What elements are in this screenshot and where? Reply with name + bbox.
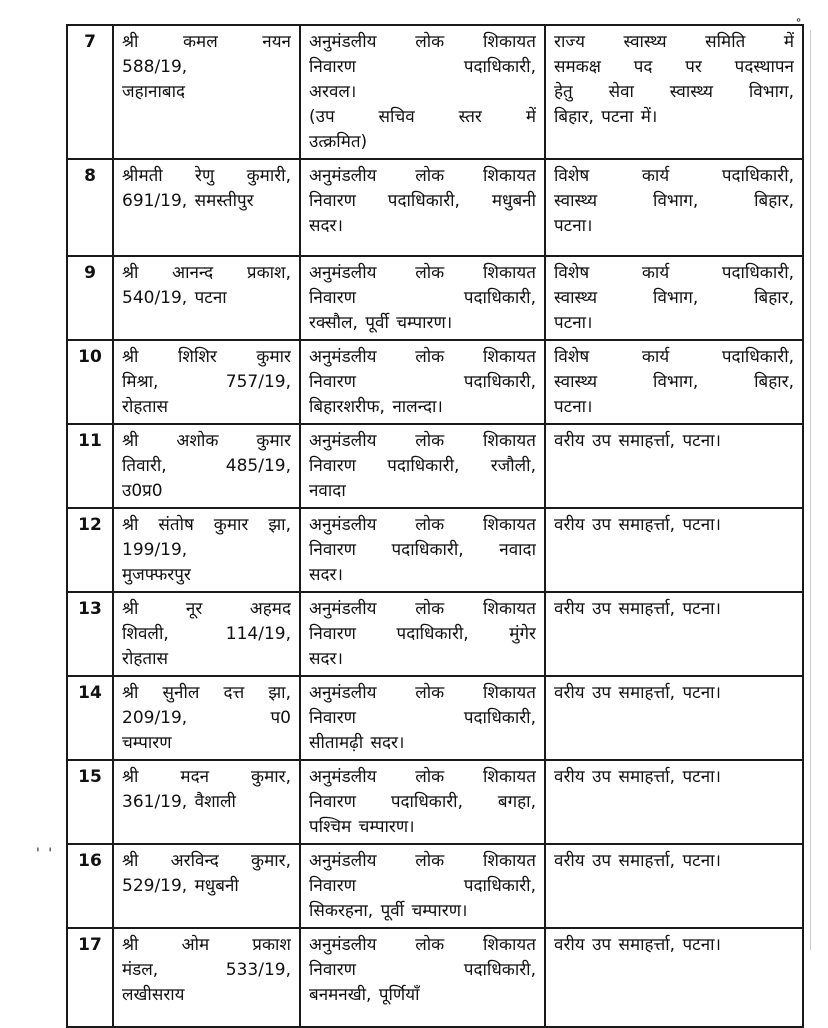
current-posting-line: सिकरहना, पूर्वी चम्पारण। xyxy=(309,901,468,921)
current-posting-line: निवारण पदाधिकारी, बगहा, xyxy=(309,792,536,812)
new-posting-line: समकक्ष पद पर पदस्थापन xyxy=(554,57,794,77)
current-posting-line: अनुमंडलीय लोक शिकायत xyxy=(309,32,536,52)
officer-name-line: श्री मदन कुमार, xyxy=(122,767,291,787)
officer-name-line: शिवली, 114/19, xyxy=(122,624,291,644)
officer-name-cell xyxy=(113,25,300,159)
officer-name-line: रोहतास xyxy=(122,397,168,417)
current-posting-line: निवारण पदाधिकारी, xyxy=(309,288,536,308)
officer-name-cell xyxy=(113,676,300,760)
current-posting-line: निवारण पदाधिकारी, xyxy=(309,372,536,392)
current-posting-cell xyxy=(300,159,545,256)
serial-number: 11 xyxy=(67,424,113,508)
current-posting-line: अनुमंडलीय लोक शिकायत xyxy=(309,683,536,703)
page-edge-line xyxy=(810,30,811,950)
new-posting-cell xyxy=(545,844,803,928)
officer-name-line: श्री आनन्द प्रकाश, xyxy=(122,263,291,283)
current-posting-line: निवारण पदाधिकारी, रजौली, xyxy=(309,456,536,476)
serial-number: 14 xyxy=(67,676,113,760)
current-posting-cell xyxy=(300,508,545,592)
new-posting-line: स्वास्थ्य विभाग, बिहार, xyxy=(554,191,794,211)
new-posting-cell xyxy=(545,25,803,159)
serial-number: 9 xyxy=(67,256,113,340)
current-posting-line: अनुमंडलीय लोक शिकायत xyxy=(309,431,536,451)
new-posting-line: वरीय उप समाहर्त्ता, पटना। xyxy=(554,515,721,535)
new-posting-cell xyxy=(545,256,803,340)
margin-mark-top: ॰ xyxy=(796,14,802,28)
current-posting-line: निवारण पदाधिकारी, xyxy=(309,708,536,728)
officer-name-line: उ0प्र0 xyxy=(122,481,163,501)
current-posting-line: नवादा xyxy=(309,481,346,501)
officer-name-cell xyxy=(113,159,300,256)
officer-name-cell xyxy=(113,256,300,340)
new-posting-cell xyxy=(545,760,803,844)
current-posting-line: अनुमंडलीय लोक शिकायत xyxy=(309,599,536,619)
officer-name-line: 209/19, प0 xyxy=(122,708,291,728)
serial-number: 8 xyxy=(67,159,113,256)
officer-name-cell xyxy=(113,760,300,844)
officer-name-line: तिवारी, 485/19, xyxy=(122,456,291,476)
officer-name-line: 199/19, xyxy=(122,540,188,560)
posting-orders-table xyxy=(66,24,804,1028)
officer-name-line: 540/19, पटना xyxy=(122,288,227,308)
current-posting-cell xyxy=(300,592,545,676)
current-posting-line: बनमनखी, पूर्णियाँ xyxy=(309,985,420,1005)
table-row xyxy=(67,256,803,340)
new-posting-cell xyxy=(545,508,803,592)
current-posting-line: अनुमंडलीय लोक शिकायत xyxy=(309,515,536,535)
new-posting-line: विशेष कार्य पदाधिकारी, xyxy=(554,347,794,367)
serial-number: 16 xyxy=(67,844,113,928)
current-posting-line: बिहारशरीफ, नालन्दा। xyxy=(309,397,443,417)
new-posting-cell xyxy=(545,424,803,508)
current-posting-cell xyxy=(300,340,545,424)
current-posting-line: निवारण पदाधिकारी, xyxy=(309,57,536,77)
current-posting-cell xyxy=(300,928,545,1027)
new-posting-line: बिहार, पटना में। xyxy=(554,107,658,127)
new-posting-line: विशेष कार्य पदाधिकारी, xyxy=(554,166,794,186)
serial-number: 13 xyxy=(67,592,113,676)
new-posting-cell xyxy=(545,592,803,676)
table-row xyxy=(67,928,803,1027)
new-posting-line: स्वास्थ्य विभाग, बिहार, xyxy=(554,288,794,308)
officer-name-line: मुजफ्फरपुर xyxy=(122,565,191,585)
current-posting-line: निवारण पदाधिकारी, मधुबनी xyxy=(309,191,536,211)
current-posting-line: अनुमंडलीय लोक शिकायत xyxy=(309,263,536,283)
officer-name-cell xyxy=(113,592,300,676)
officer-name-line: श्रीमती रेणु कुमारी, xyxy=(122,166,291,186)
current-posting-cell xyxy=(300,424,545,508)
current-posting-line: अरवल। xyxy=(309,82,357,102)
current-posting-line: (उप सचिव स्तर में xyxy=(309,107,536,127)
current-posting-line: सदर। xyxy=(309,216,343,236)
serial-number: 10 xyxy=(67,340,113,424)
current-posting-line: अनुमंडलीय लोक शिकायत xyxy=(309,347,536,367)
current-posting-line: उत्क्रमित) xyxy=(309,132,368,152)
officer-name-line: श्री सुनील दत्त झा, xyxy=(122,683,291,703)
current-posting-line: निवारण पदाधिकारी, नवादा xyxy=(309,540,536,560)
serial-number: 17 xyxy=(67,928,113,1027)
table-row xyxy=(67,25,803,159)
table-row xyxy=(67,340,803,424)
new-posting-line: हेतु सेवा स्वास्थ्य विभाग, xyxy=(554,82,794,102)
current-posting-line: निवारण पदाधिकारी, xyxy=(309,960,536,980)
officer-name-cell xyxy=(113,508,300,592)
officer-name-line: श्री संतोष कुमार झा, xyxy=(122,515,291,535)
new-posting-line: राज्य स्वास्थ्य समिति में xyxy=(554,32,794,52)
serial-number: 7 xyxy=(67,25,113,159)
officer-name-cell xyxy=(113,928,300,1027)
officer-name-line: जहानाबाद xyxy=(122,82,186,102)
officer-name-line: चम्पारण xyxy=(122,733,172,753)
officer-name-line: श्री अशोक कुमार xyxy=(122,431,291,451)
officer-name-line: रोहतास xyxy=(122,649,168,669)
table-row xyxy=(67,760,803,844)
new-posting-line: विशेष कार्य पदाधिकारी, xyxy=(554,263,794,283)
current-posting-cell xyxy=(300,256,545,340)
margin-mark-left: ' ' xyxy=(36,846,55,862)
table-row xyxy=(67,844,803,928)
officer-name-line: 529/19, मधुबनी xyxy=(122,876,239,896)
new-posting-line: वरीय उप समाहर्त्ता, पटना। xyxy=(554,935,721,955)
new-posting-cell xyxy=(545,676,803,760)
table-row xyxy=(67,592,803,676)
current-posting-line: अनुमंडलीय लोक शिकायत xyxy=(309,166,536,186)
new-posting-line: पटना। xyxy=(554,313,593,333)
table-row xyxy=(67,159,803,256)
officer-name-line: श्री कमल नयन xyxy=(122,32,291,52)
current-posting-cell xyxy=(300,760,545,844)
new-posting-cell xyxy=(545,928,803,1027)
officer-name-line: मिश्रा, 757/19, xyxy=(122,372,291,392)
current-posting-line: रक्सौल, पूर्वी चम्पारण। xyxy=(309,313,453,333)
new-posting-line: स्वास्थ्य विभाग, बिहार, xyxy=(554,372,794,392)
new-posting-line: वरीय उप समाहर्त्ता, पटना। xyxy=(554,767,721,787)
current-posting-line: अनुमंडलीय लोक शिकायत xyxy=(309,851,536,871)
officer-name-line: 588/19, xyxy=(122,57,188,77)
new-posting-line: वरीय उप समाहर्त्ता, पटना। xyxy=(554,683,721,703)
current-posting-cell xyxy=(300,676,545,760)
officer-name-line: मंडल, 533/19, xyxy=(122,960,291,980)
current-posting-line: सदर। xyxy=(309,649,343,669)
table-body xyxy=(67,25,803,1027)
officer-name-cell xyxy=(113,340,300,424)
current-posting-line: पश्चिम चम्पारण। xyxy=(309,817,415,837)
current-posting-line: सदर। xyxy=(309,565,343,585)
officer-name-cell xyxy=(113,424,300,508)
new-posting-line: वरीय उप समाहर्त्ता, पटना। xyxy=(554,851,721,871)
current-posting-line: सीतामढ़ी सदर। xyxy=(309,733,405,753)
officer-name-line: 361/19, वैशाली xyxy=(122,792,236,812)
current-posting-line: अनुमंडलीय लोक शिकायत xyxy=(309,767,536,787)
officer-name-line: लखीसराय xyxy=(122,985,185,1005)
officer-name-line: 691/19, समस्तीपुर xyxy=(122,191,254,211)
current-posting-cell xyxy=(300,844,545,928)
officer-name-line: श्री ओम प्रकाश xyxy=(122,935,291,955)
officer-name-line: श्री नूर अहमद xyxy=(122,599,291,619)
table-row xyxy=(67,676,803,760)
new-posting-cell xyxy=(545,340,803,424)
officer-name-cell xyxy=(113,844,300,928)
serial-number: 12 xyxy=(67,508,113,592)
serial-number: 15 xyxy=(67,760,113,844)
new-posting-line: वरीय उप समाहर्त्ता, पटना। xyxy=(554,431,721,451)
new-posting-line: पटना। xyxy=(554,216,593,236)
new-posting-cell xyxy=(545,159,803,256)
table-row xyxy=(67,424,803,508)
current-posting-line: निवारण पदाधिकारी, xyxy=(309,876,536,896)
current-posting-line: निवारण पदाधिकारी, मुंगेर xyxy=(309,624,536,644)
current-posting-line: अनुमंडलीय लोक शिकायत xyxy=(309,935,536,955)
officer-name-line: श्री अरविन्द कुमार, xyxy=(122,851,291,871)
current-posting-cell xyxy=(300,25,545,159)
new-posting-line: पटना। xyxy=(554,397,593,417)
table-row xyxy=(67,508,803,592)
officer-name-line: श्री शिशिर कुमार xyxy=(122,347,291,367)
new-posting-line: वरीय उप समाहर्त्ता, पटना। xyxy=(554,599,721,619)
